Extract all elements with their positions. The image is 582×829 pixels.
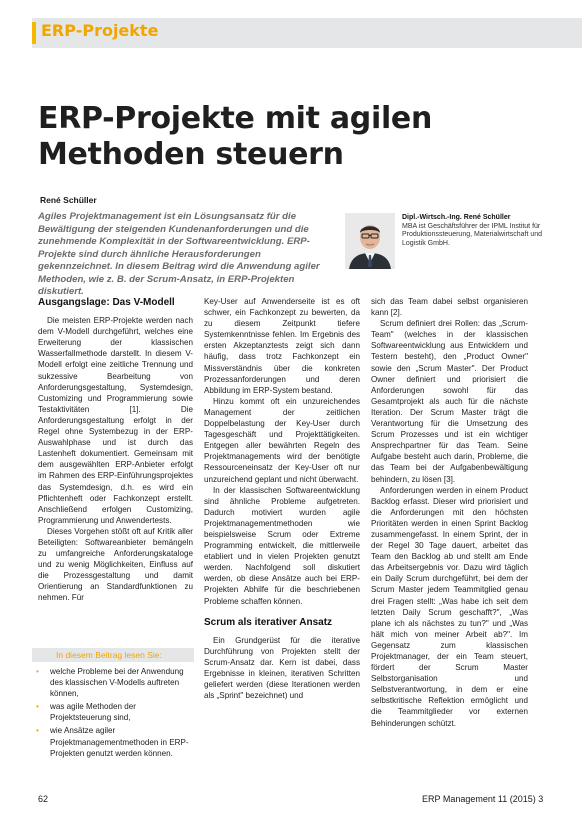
- paragraph: Ein Grundgerüst für die iterative Durchführung von Projekten stellt der Scrum-Ansatz dar. Kern ist dabei, dass Ergebnisse in kleinen, iterativen Schritten geliefert werden (diese Iterationen werden als „Sprint" bezeichnet) und: [204, 635, 360, 701]
- paragraph: Hinzu kommt oft ein unzureichendes Management der zeitlichen Doppelbelastung der Key-User durch Tagesgeschäft und Projekttätigkeiten. Entgegen aller bewährten Regeln des Projektmanagements wird der benötigte Ressourceneinsatz der Key-User oft nur unzureichend geplant und nicht überwacht.: [204, 396, 360, 484]
- section-heading-v-modell: Ausgangslage: Das V-Modell: [38, 297, 175, 308]
- author-bio: [402, 214, 552, 248]
- magazine-issue: ERP Management 11 (2015) 3: [422, 794, 544, 804]
- paragraph: Key-User auf Anwenderseite ist es oft schwer, ein Fachkonzept zu bewerten, da zu diesem Zeitpunkt tiefere Systemkenntnisse fehlen. Im Ergebnis des ersten Akzeptanztests zeigt sich dann häufig, dass trotz Fachkonzept ein Missverständnis über die konkreten Prozessanforderungen und deren Abbildung im ERP-System bestand.: [204, 297, 360, 395]
- info-box-title: In diesem Beitrag lesen Sie:: [32, 648, 194, 662]
- header-accent: [32, 22, 36, 44]
- author-portrait-icon: [345, 213, 395, 269]
- article-lead: Agiles Projektmanagement ist ein Lösungsansatz für die Bewältigung der steigenden Kundenanforderungen und die zunehmende Komplexität in der Softwareentwicklung. ERP-Projekte sind durch ähnliche Herausforderungen gekennzeichnet. In diesem Beitrag wird die Anwendung agiler Methoden, wie z. B. der Scrum-Ansatz, in ERP-Projekten diskutiert.: [38, 211, 320, 297]
- paragraph: Scrum definiert drei Rollen: das „Scrum-Team" (welches in der klassischen Softwareentwicklung aus Entwicklern und Testern besteht), den „Product Owner" sowie den „Scrum Master". Der Product Owner definiert und priorisiert die Anforderungen sowohl für das Gesamtprojekt als auch für die nächste Iteration. Der Scrum Master trägt die Verantwortung für die Umsetzung des Scrum Prozesses und ist ein wichtiger Ansprechpartner für das Team. Seine Aufgabe besteht auch darin, Probleme, die das Team bei der Aufgabenbewältigung behindern, zu lösen [3].: [371, 319, 528, 484]
- column-1: [38, 297, 193, 604]
- section-header: [0, 18, 582, 48]
- bio-name: Dipl.-Wirtsch.-Ing. René Schüller: [402, 214, 511, 221]
- list-item: • was agile Methoden der Projektsteuerung sind,: [32, 701, 194, 723]
- bio-text: MBA ist Geschäftsführer der IPML Institut für Produktionssteuerung, Materialwirtschaft und Logistik GmbH.: [402, 222, 543, 247]
- info-box-list: [32, 666, 194, 759]
- info-box: [32, 648, 194, 761]
- paragraph: In der klassischen Softwareentwicklung sind ähnliche Probleme aufgetreten. Dadurch motiviert wurden agile Projektmanagementmethoden wie beispielsweise Scrum oder Extreme Programming entwickelt, die mittlerweile etabliert und in vielen Projekten genutzt werden. Nachfolgend soll diskutiert werden, ob diese Ansätze auch bei ERP-Projekten Abhilfe für die beschriebenen Probleme schaffen können.: [204, 485, 360, 606]
- title-line-2: Methoden steuern: [38, 137, 344, 172]
- article-title: [38, 101, 558, 173]
- section-label: ERP-Projekte: [41, 21, 159, 40]
- paragraph: Dieses Vorgehen stößt oft auf Kritik aller Beteiligten: Softwareanbieter bemängeln zu umfangreiche Anforderungskataloge und zu wenig Möglichkeiten, Einfluss auf die Prozessgestaltung und damit Orientierung an Standardfunktionen zu nehmen. Für: [38, 526, 193, 603]
- paragraph: sich das Team dabei selbst organisieren kann [2].: [371, 297, 528, 318]
- list-item: • wie Ansätze agiler Projektmanagementmethoden in ERP-Projekten genutzt werden können.: [32, 725, 194, 758]
- section-heading-scrum: Scrum als iterativer Ansatz: [204, 616, 333, 628]
- column-2: [204, 296, 360, 701]
- column-3: [371, 296, 528, 729]
- author-photo: [345, 213, 395, 269]
- paragraph: Anforderungen werden in einem Product Backlog erfasst. Dieser wird priorisiert und die Anforderungen mit den höchsten Prioritäten werden in einen Sprint Backlog zusammengefasst. In einem Sprint, der in der Regel 30 Tage dauert, arbeitet das Team den Backlog ab und stellt am Ende das Arbeitsergebnis vor. Dazu wird täglich ein Daily Scrum durchgeführt, bei dem der Scrum Master jedem Teammitglied genau drei Fragen stellt: „Was habe ich seit dem letzten Daily Scrum geschafft?", „Was plane ich als nächstes zu tun?" und „Was hält mich von meiner Arbeit ab?". Im Gegensatz zum klassischen Projektmanager, der ein Team steuert, fördert der Scrum Master Selbstorganisation und Selbstverantwortung, in dem er eine selbstkritische Reflektion ermöglicht und die Teammitglieder vor externen Behinderungen schützt.: [371, 485, 528, 728]
- list-item: • welche Probleme bei der Anwendung des klassischen V-Modells auftreten können,: [32, 666, 194, 699]
- author-name: René Schüller: [40, 195, 97, 205]
- page-number: 62: [38, 794, 49, 804]
- paragraph: Die meisten ERP-Projekte werden nach dem V-Modell durchgeführt, welches eine Erweiterung der klassischen Wasserfallmethode darstellt. In diesem V-Modell erfolgt eine zeitliche Trennung und sukzessive Bearbeitung von Anforderungsgestaltung, Systemdesign, Customizing und Programmierung sowie Testaktivitäten [1]. Die Anforderungsgestaltung erfolgt in der Regel ohne Systembezug in der ERP-Auswahlphase und ist durch das Lastenheft dokumentiert. Gemeinsam mit dem ausgewählten ERP-Anbieter erfolgt im Rahmen des ERP-Einführungsprojektes das Systemdesign, d.h. es wird ein Pflichtenheft oder Fachkonzept erstellt. Anschließend erfolgen Customizing, Programmierung und Anwendertests.: [38, 316, 193, 525]
- title-line-1: ERP-Projekte mit agilen: [38, 101, 433, 136]
